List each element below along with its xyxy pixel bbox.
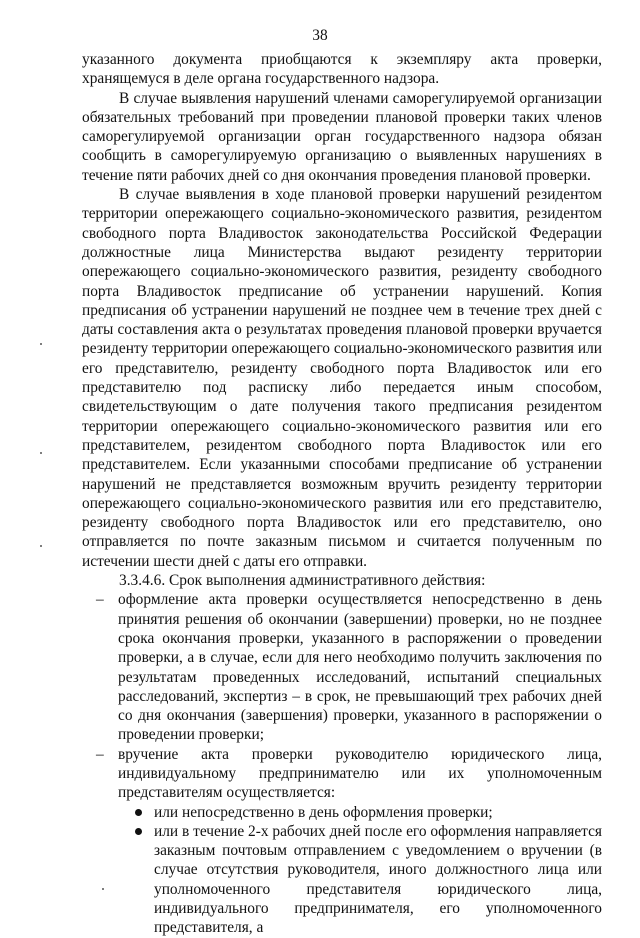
bullet-item-text: или в течение 2-х рабочих дней после его оформления направляется заказным почтовым отправлением с уведомлением о вручении (в случае отсутствия руководителя, иного должностного лица или уполномоченного представителя юридического лица, индивидуального предпринимателя, его уполномоченного представителя, а [154,822,602,937]
dash-item [82,745,602,938]
scan-speck [102,888,104,890]
dash-list [82,590,602,937]
dash-item-text: оформление акта проверки осуществляется непосредственно в день принятия решения об окончании (завершении) проверки, но не позднее срока окончания проверки, указанного в распоряжении о проведении проверки, а в случае, если для него необходимо получить заключения по результатам проведенных исследований, испытаний специальных расследований, экспертиз – в срок, не превышающий трех рабочих дней со дня окончания (завершения) проверки, указанного в распоряжении о проведении проверки; [118,591,602,744]
dash-marker: – [96,745,104,763]
dash-item-text: вручение акта проверки руководителю юридического лица, индивидуальному предпринимателю или их уполномоченным представителям осуществляется: [118,745,602,802]
paragraph-2: В случае выявления нарушений членами саморегулируемой организации обязательных требований при проведении плановой проверки таких членов саморегулируемой организации орган государственного надзора обязан сообщить в саморегулируемую организацию о выявленных нарушениях в течение пяти рабочих дней со дня окончания проведения плановой проверки. [82,89,602,184]
bullet-dot-icon [135,828,142,835]
scan-speck [40,452,42,454]
paragraph-1: указанного документа приобщаются к экземпляру акта проверки, хранящемуся в деле органа государственного надзора. [82,51,602,88]
paragraph-3: В случае выявления в ходе плановой проверки нарушений резидентом территории опережающего социально-экономического развития, резидентом свободного порта Владивосток законодательства Российской Федерации должностные лица Министерства выдают резиденту территории опережающего социально-экономического развития, резиденту свободного порта Владивосток предписание об устранении нарушений. Копия предписания об устранении нарушений не позднее чем в течение трех дней с даты составления акта о результатах проведения плановой проверки вручается резиденту территории опережающего социально-экономического развития или его представителю, резиденту свободного порта Владивосток или его представителю под расписку либо передается иным способом, свидетельствующим о дате получения такого предписания резидентом территории опережающего социально-экономического развития или его представителем, резидентом свободного порта Владивосток или его представителем. Если указанными способами предписание об устранении нарушений не представляется возможным вручить резиденту территории опережающего социально-экономического развития или его представителю, резиденту свободного порта Владивосток или его представителю, оно отправляется по почте заказным письмом и считается полученным по истечении шести дней с даты его отправки. [82,186,602,570]
section-heading: 3.3.4.6. Срок выполнения административного действия: [119,572,486,590]
bullet-list [118,803,602,938]
bullet-item-text: или непосредственно в день оформления проверки; [154,803,493,821]
dash-marker: – [96,591,104,609]
scan-speck [40,545,42,547]
scan-speck [40,343,42,345]
dash-item [82,590,602,744]
document-body [82,50,602,938]
bullet-item [118,803,602,822]
bullet-dot-icon [135,809,142,816]
bullet-item [118,822,602,938]
page-number: 38 [312,27,328,44]
